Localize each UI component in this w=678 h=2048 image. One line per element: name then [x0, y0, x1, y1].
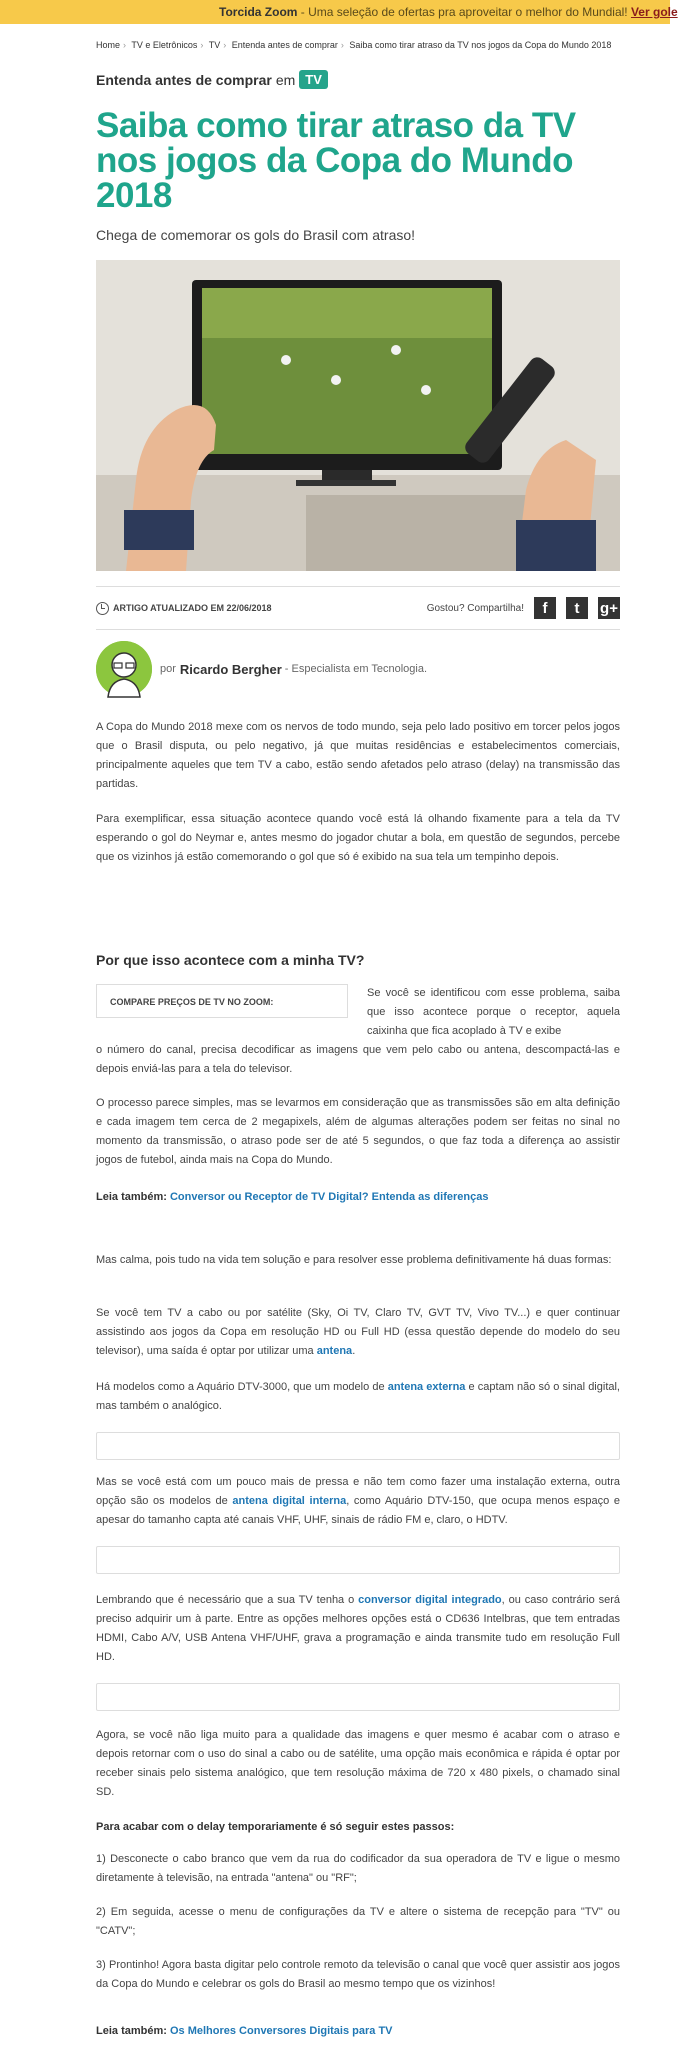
- promo-title: Torcida Zoom: [219, 5, 298, 19]
- promo-banner: [0, 0, 678, 24]
- paragraph-process: [96, 1094, 620, 1170]
- hero-image: [96, 260, 620, 571]
- google-plus-icon[interactable]: g+: [598, 597, 620, 619]
- paragraph-process-text: O processo parece simples, mas se levarmos em consideração que as transmissões são em alta definição e cada imagem tem cerca de 2 megapixels, além de algumas alterações podem ser feitas no sinal no momento da transmissão, o atraso pode ser de até 5 segundos, o que faz toda a diferença ao assistir jogos de futebol, ainda mais na Copa do Mundo.: [96, 1097, 620, 1166]
- breadcrumb-home[interactable]: Home: [96, 40, 121, 50]
- article-subtitle: Chega de comemorar os gols do Brasil com atraso!: [96, 227, 416, 243]
- read-also-2-link[interactable]: Os Melhores Conversores Digitais para TV: [169, 2025, 393, 2037]
- category-tag[interactable]: TV: [299, 70, 328, 89]
- paragraph-why-a-text: Se você se identificou com esse problema, saiba que isso acontece porque o receptor, aquela caixinha que fica acoplado à TV e exibe: [367, 987, 620, 1037]
- kicker-label[interactable]: Entenda antes de comprar: [96, 71, 272, 88]
- step-1: [96, 1850, 620, 1888]
- step-3-text: 3) Prontinho! Agora basta digitar pelo controle remoto da televisão o canal que você quer assistir aos jogos da Copa do Mundo e celebrar os gols do Brasil ao mesmo tempo que os vizinhos!: [96, 1959, 620, 1990]
- paragraph-calm-text: Mas calma, pois tudo na vida tem solução e para resolver esse problema definitivamente há duas formas:: [96, 1254, 612, 1266]
- paragraph-converter: [96, 1591, 620, 1667]
- paragraph-external-text-b: e captam não só o sinal digital, mas também o analógico.: [96, 1381, 620, 1412]
- promo-link[interactable]: Ver gole: [630, 5, 678, 19]
- breadcrumb-tv[interactable]: TV: [208, 40, 221, 50]
- paragraph-internal: [96, 1473, 620, 1530]
- paragraph-calm: [96, 1251, 620, 1270]
- paragraph-why-a: [367, 984, 620, 1041]
- article-title: Saiba como tirar atraso da TV nos jogos da Copa do Mundo 2018: [96, 106, 576, 215]
- section-kicker: [96, 70, 328, 89]
- paragraph-converter-text-a: Lembrando que é necessário que a sua TV tenha o: [96, 1594, 359, 1606]
- twitter-icon[interactable]: t: [566, 597, 588, 619]
- step-3: [96, 1956, 620, 1994]
- paragraph-steps-intro: [96, 1818, 620, 1837]
- link-antena[interactable]: antena: [316, 1345, 353, 1357]
- avatar-illustration: [96, 641, 152, 697]
- read-also-1-label: Leia também:: [96, 1191, 167, 1203]
- paragraph-example: [96, 810, 620, 867]
- paragraph-analog: [96, 1726, 620, 1802]
- read-also-1-link[interactable]: Conversor ou Receptor de TV Digital? Entenda as diferenças: [169, 1191, 489, 1203]
- updated-info: [96, 602, 272, 615]
- breadcrumb-tv-eletronicos[interactable]: TV e Eletrônicos: [131, 40, 198, 50]
- link-antena-digital-interna[interactable]: antena digital interna: [232, 1495, 347, 1507]
- paragraph-intro: [96, 718, 620, 794]
- paragraph-steps-intro-text: Para acabar com o delay temporariamente é só seguir estes passos:: [96, 1821, 455, 1833]
- step-2-text: 2) Em seguida, acesse o menu de configurações da TV e altere o sistema de recepção para "TV" ou "CATV";: [96, 1906, 620, 1937]
- paragraph-antenna-text-b: .: [352, 1345, 356, 1357]
- paragraph-intro-text: A Copa do Mundo 2018 mexe com os nervos de todo mundo, seja pelo lado positivo em torcer pelos jogos que o Brasil disputa, ou pelo negativo, já que muitas residências e estabelecimentos comerciais, principalmente aqueles que tem TV a cabo, estão sendo afetados pelo atraso (delay) na transmissão das partidas.: [96, 721, 620, 790]
- product-widget-2[interactable]: [96, 1546, 620, 1574]
- link-conversor-digital[interactable]: conversor digital integrado: [358, 1594, 502, 1606]
- section-heading: Por que isso acontece com a minha TV?: [96, 952, 365, 968]
- share-bar: [427, 597, 620, 619]
- author-name[interactable]: Ricardo Bergher: [179, 661, 282, 677]
- paragraph-external-text-a: Há modelos como a Aquário DTV-3000, que um modelo de: [96, 1381, 388, 1393]
- facebook-icon[interactable]: f: [534, 597, 556, 619]
- paragraph-antenna: [96, 1304, 620, 1361]
- breadcrumb: Home › TV e Eletrônicos › TV › Entenda antes de comprar › Saiba como tirar atraso da TV nos jogos da Copa do Mundo 2018: [96, 40, 612, 50]
- breadcrumb-current: Saiba como tirar atraso da TV nos jogos da Copa do Mundo 2018: [349, 40, 612, 50]
- author-avatar: [96, 641, 152, 697]
- step-2: [96, 1903, 620, 1941]
- step-1-text: 1) Desconecte o cabo branco que vem da rua do codificador da sua operadora de TV e ligue o mesmo diretamente à televisão, na entrada "antena" ou "RF";: [96, 1853, 620, 1884]
- paragraph-converter-text-b: , ou caso contrário será preciso adquirir um à parte. Entre as opções melhores opções está o CD636 Intelbras, que tem entradas HDMI, Cabo A/V, USB Antena VHF/UHF, grava a programação e ainda transmite tudo em resolução Full HD.: [96, 1594, 620, 1663]
- hero-illustration: [96, 260, 620, 571]
- paragraph-analog-text: Agora, se você não liga muito para a qualidade das imagens e quer mesmo é acabar com o atraso e depois retornar com o uso do sinal a cabo ou de satélite, uma opção mais econômica e rápida é optar por receber sinais pelo sistema analógico, que tem resolução máxima de 720 x 480 pixels, o chamado sinal SD.: [96, 1729, 620, 1798]
- product-widget-1[interactable]: [96, 1432, 620, 1460]
- breadcrumb-entenda[interactable]: Entenda antes de comprar: [231, 40, 338, 50]
- author-role: - Especialista em Tecnologia.: [284, 663, 428, 675]
- clock-icon: [96, 602, 109, 615]
- link-antena-externa[interactable]: antena externa: [387, 1381, 466, 1393]
- paragraph-example-text: Para exemplificar, essa situação acontece quando você está lá olhando fixamente para a tela da TV esperando o gol do Neymar e, antes mesmo do jogador chutar a bola, em questão de segundos, percebe que os vizinhos já estão comemorando o gol que só é exibido na sua tela um tempinho depois.: [96, 813, 620, 863]
- read-also-2-label: Leia também:: [96, 2025, 167, 2037]
- author-block: [96, 638, 427, 700]
- compare-prices-box[interactable]: COMPARE PREÇOS DE TV NO ZOOM:: [96, 984, 348, 1018]
- share-label: Gostou? Compartilha!: [426, 602, 524, 614]
- read-also-1: [96, 1191, 488, 1203]
- paragraph-why-b: [96, 1041, 620, 1079]
- author-by: por: [160, 663, 176, 675]
- product-widget-3[interactable]: [96, 1683, 620, 1711]
- promo-text: - Uma seleção de ofertas pra aproveitar o melhor do Mundial!: [297, 5, 628, 19]
- updated-text: ARTIGO ATUALIZADO EM 22/06/2018: [113, 603, 272, 613]
- paragraph-internal-text-a: Mas se você está com um pouco mais de pressa e não tem como fazer uma instalação externa, outra opção são os modelos de: [96, 1476, 620, 1507]
- article-meta-bar: [96, 586, 620, 630]
- read-also-2: [96, 2025, 393, 2037]
- kicker-em: em: [275, 71, 296, 88]
- paragraph-antenna-text-a: Se você tem TV a cabo ou por satélite (Sky, Oi TV, Claro TV, GVT TV, Vivo TV...) e quer continuar assistindo aos jogos da Copa em resolução HD ou Full HD (essa questão depende do modelo do seu televisor), uma saída é optar por utilizar uma: [96, 1307, 620, 1357]
- paragraph-external: [96, 1378, 620, 1416]
- paragraph-why-b-text: o número do canal, precisa decodificar as imagens que vem pelo cabo ou antena, descompactá-las e depois enviá-las para a tela do televisor.: [96, 1044, 620, 1075]
- paragraph-internal-text-b: , como Aquário DTV-150, que ocupa menos espaço e apesar do tamanho capta até canais VHF, UHF, sinais de rádio FM e, claro, o HDTV.: [96, 1495, 621, 1526]
